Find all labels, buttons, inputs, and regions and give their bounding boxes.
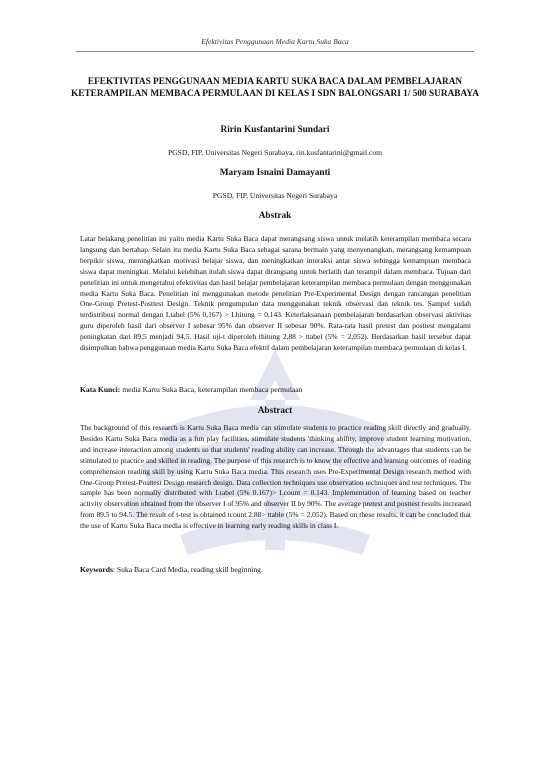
author-name-2: Maryam Isnaini Damayanti: [219, 168, 331, 178]
running-head: Efektivitas Penggunaan Media Kartu Suka Baca: [201, 37, 349, 46]
abstrak-body: Latar belakang penelitian ini yaitu media Kartu Suka Baca dapat merangsang siswa untuk melatih keterampilan membaca secara langsung dan bertahap. Selain itu media Kartu Suka Baca sebagai sarana bermain yang menyenangkan, merangsang kemampuan berpikir siswa, meningkatkan motivasi belajar siswa, dan meningkatkan interaksi antar siswa sehingga kemampuan membaca siswa dapat meningkat. Melalui kelebihan itulah siswa dapat dirangsang untuk berlatih dan terampil dalam membaca. Tujuan dari penelitian ini untuk mengetahui efektivitas dan hasil belajar pembelajaran keterampilan membaca permulaan dengan menggunakan media Kartu Suka Baca. Penelitian ini menggunakan metode penelitian Pre-Experimental Design dengan rancangan penelitian One-Group Pretest-Posttest Design. Teknik pengumpulan data menggunakan teknik observasi dan teknik tes. Sampel sudah terdistribusi normal dengan Ltabel (5% 0,167) > Lhitung = 0,143. Keterlaksanaan pembelajaran berdasarkan observasi aktivitas guru diperoleh hasil dari observer I sebesar 95% dan observer II sebesar 90%. Rata-rata hasil pretest dan posttest mengalami peningkatan dari 89,5 menjadi 94,5. Hasil uji-t diperoleh thitung 2,88 > ttabel (5% = 2,052). Berdasarkan hasil tersebut dapat disimpulkan bahwa penggunaan media Kartu Suka Baca efektif dalam pembelajaran keterampilan membaca permulaan di kelas I.: [80, 234, 471, 353]
abstract-keywords-label: Keywords: [80, 565, 113, 574]
author-name-1: Ririn Kusfantarini Sundari: [220, 125, 330, 135]
paper-title: EFEKTIVITAS PENGGUNAAN MEDIA KARTU SUKA BACA DALAM PEMBELAJARAN KETERAMPILAN MEMBACA PERMULAAN DI KELAS I SDN BALONGSARI 1/ 500 SURABAYA: [71, 77, 479, 99]
author-affiliation-2: PGSD, FIP, Universitas Negeri Surabaya: [212, 191, 338, 200]
abstrak-keywords: [80, 385, 471, 394]
abstract-keywords-value: : Suka Baca Card Media, reading skill beginning.: [112, 565, 263, 574]
author-affiliation-1: PGSD, FIP, Universitas Negeri Surabaya, rin.kusfantarini@gmail.com: [167, 148, 383, 157]
header-divider: [76, 51, 474, 52]
abstrak-keywords-label: Kata Kunci:: [80, 385, 121, 394]
abstract-body: The background of this research is Kartu Suka Baca media can stimulate students to practice reading skill directly and gradually. Besides Kartu Suka Baca media as a fun play facilities, stimulate students 'thinking ability, improve student learning motivation, and increase interaction among students so that students' reading ability can increase. Through the advantages that students can be stimulated to practice and skilled in reading. The purpose of this research is to know the effective and learning outcomes of reading comprehension reading skill by using Kartu Suka Baca media. This research uses Pre-Experimental Design research method with One-Group Pretest-Posttest Design research design. Data collection techniques use observation techniques and test techniques. The sample has been normally distributed with Ltabel (5% 0.167)> Lcount = 0.143. Implementation of learning based on teacher activity observation obtained from the observer I of 95% and observer II by 90%. The average pretest and posttest results increased from 89.5 to 94.5. The result of t-test is obtained tcount 2.88> ttable (5% = 2,052). Based on these results, it can be concluded that the use of Kartu Suka Baca media is effective in learning early reading skills in class I.: [80, 423, 471, 531]
abstrak-keywords-value: media Kartu Suka Baca, keterampilan membaca permulaan: [120, 385, 303, 394]
abstrak-heading: Abstrak: [258, 211, 292, 221]
abstract-heading: Abstract: [257, 406, 293, 416]
abstract-keywords: [80, 565, 471, 574]
